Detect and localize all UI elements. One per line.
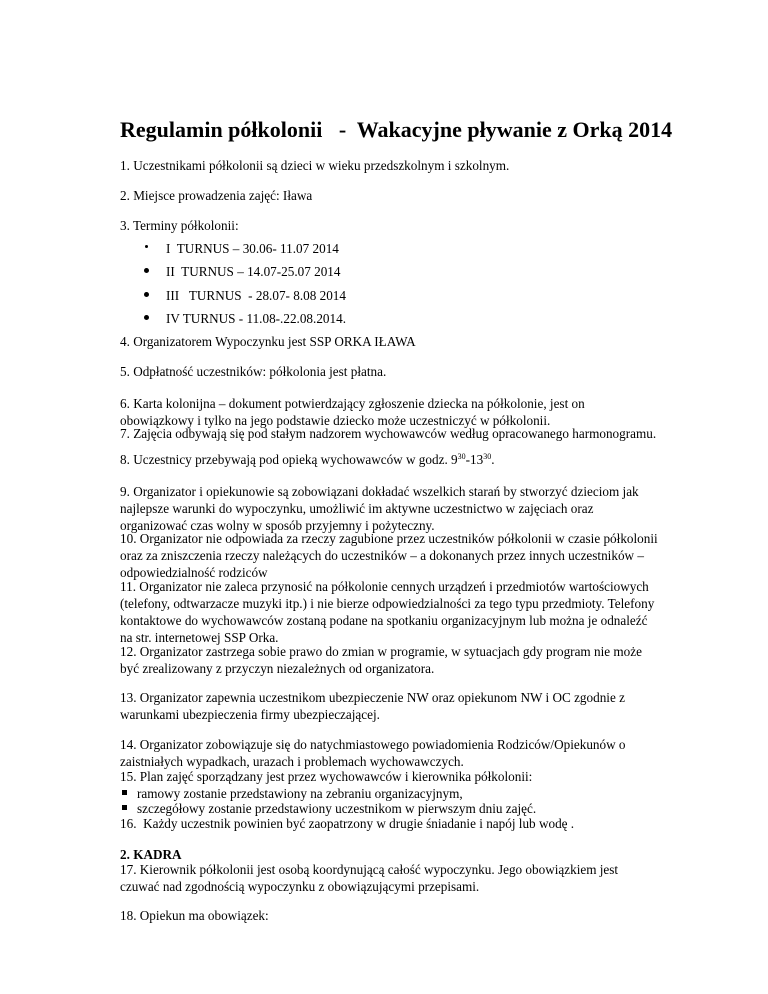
hours-superscript: 30: [457, 452, 466, 461]
turnus-item: II TURNUS – 14.07-25.07 2014: [166, 264, 341, 279]
bullet-icon: [144, 315, 149, 320]
plan-item: ramowy zostanie przedstawiony na zebraniu organizacyjnym,: [137, 786, 463, 801]
paragraph-5: 5. Odpłatność uczestników: półkolonia jest płatna.: [120, 364, 387, 379]
bullet-icon: [144, 268, 149, 273]
paragraph-11: 11. Organizator nie zaleca przynosić na półkolonie cennych urządzeń i przedmiotów wartościowych (telefony, odtwarzacze muzyki itp.) i nie bierze odpowiedzialności za tego typu przedmioty. Telefony kontaktowe do wychowawców zostaną podane na spotkaniu organizacyjnym lub można je odnaleźć na str. internetowej SSP Orka.: [120, 579, 655, 645]
hours-dash: -13: [465, 452, 484, 467]
paragraph-10: 10. Organizator nie odpowiada za rzeczy zagubione przez uczestników półkolonii w czasie półkolonii oraz za zniszczenia rzeczy należących do uczestników – a dokonanych przez innych uczestników – odpowiedzialność rodziców: [120, 531, 658, 580]
paragraph-6: 6. Karta kolonijna – dokument potwierdzający zgłoszenie dziecka na półkolonie, jest on obowiązkowy i tylko na jego podstawie dziecko może uczestniczyć w półkolonii.: [120, 396, 585, 428]
section-heading-kadra: 2. KADRA: [120, 847, 182, 862]
turnus-item: IV TURNUS - 11.08-.22.08.2014.: [166, 311, 346, 326]
bullet-icon: [144, 292, 149, 297]
paragraph-1: 1. Uczestnikami półkolonii są dzieci w wieku przedszkolnym i szkolnym.: [120, 158, 510, 173]
paragraph-8: [120, 451, 660, 468]
paragraph-13: 13. Organizator zapewnia uczestnikom ubezpieczenie NW oraz opiekunom NW i OC zgodnie z warunkami ubezpieczenia firmy ubezpieczającej.: [120, 690, 625, 722]
paragraph-15: 15. Plan zajęć sporządzany jest przez wychowawców i kierownika półkolonii:: [120, 769, 533, 784]
square-bullet-icon: [122, 805, 127, 810]
paragraph-4: 4. Organizatorem Wypoczynku jest SSP ORKA IŁAWA: [120, 334, 416, 349]
paragraph-12: 12. Organizator zastrzega sobie prawo do zmian w programie, w sytuacjach gdy program nie może być zrealizowany z przyczyn niezależnych od organizatora.: [120, 644, 642, 676]
document-title: Regulamin półkolonii - Wakacyjne pływanie z Orką 2014: [120, 117, 673, 142]
paragraph-3: 3. Terminy półkolonii:: [120, 218, 239, 233]
bullet-icon: [145, 245, 148, 248]
paragraph-18: 18. Opiekun ma obowiązek:: [120, 908, 269, 923]
paragraph-16: 16. Każdy uczestnik powinien być zaopatrzony w drugie śniadanie i napój lub wodę .: [120, 816, 575, 831]
plan-item: szczegółowy zostanie przedstawiony uczestnikom w pierwszym dniu zajęć.: [137, 801, 537, 816]
paragraph-14: 14. Organizator zobowiązuje się do natychmiastowego powiadomienia Rodziców/Opiekunów o zaistniałych wypadkach, urazach i problemach wychowawczych.: [120, 737, 626, 769]
paragraph-2: 2. Miejsce prowadzenia zajęć: Iława: [120, 188, 313, 203]
square-bullet-icon: [122, 790, 127, 795]
hours-text: 8. Uczestnicy przebywają pod opieką wychowawców w godz. 9: [120, 452, 458, 467]
paragraph-7: 7. Zajęcia odbywają się pod stałym nadzorem wychowawców według opracowanego harmonogramu.: [120, 426, 657, 441]
paragraph-9: 9. Organizator i opiekunowie są zobowiązani dokładać wszelkich starań by stworzyć dzieciom jak najlepsze warunki do wypoczynku, umożliwić im aktywne uczestnictwo w zajęciach oraz organizować czas wolny w sposób przyjemny i pożyteczny.: [120, 484, 639, 533]
turnus-item: I TURNUS – 30.06- 11.07 2014: [166, 241, 339, 256]
paragraph-17: 17. Kierownik półkolonii jest osobą koordynującą całość wypoczynku. Jego obowiązkiem jest czuwać nad zgodnością wypoczynku z obowiązującymi przepisami.: [120, 862, 619, 894]
hours-superscript: 30: [483, 452, 492, 461]
hours-end: .: [491, 452, 495, 467]
turnus-item: III TURNUS - 28.07- 8.08 2014: [166, 288, 346, 303]
